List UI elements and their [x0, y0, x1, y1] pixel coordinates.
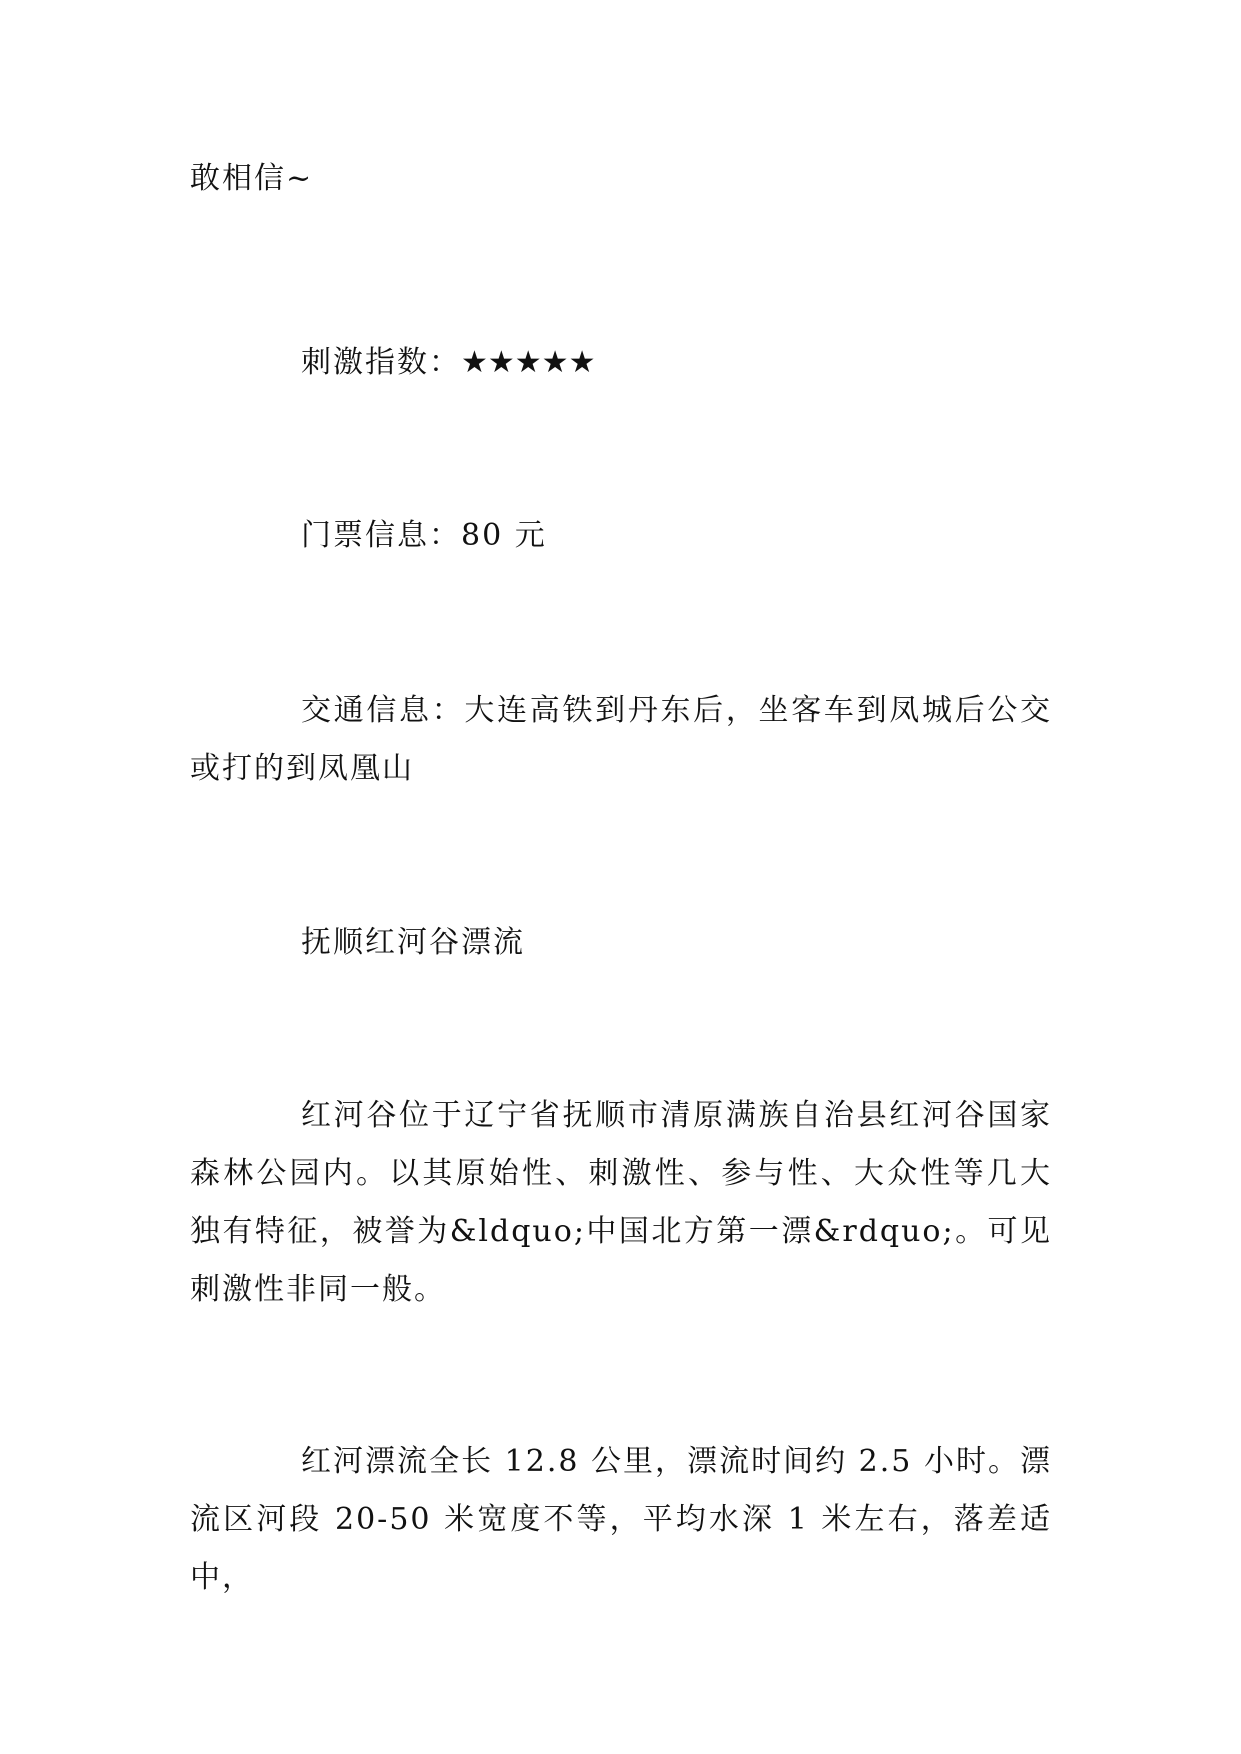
transport-info: 交通信息：大连高铁到丹东后，坐客车到凤城后公交或打的到凤凰山: [190, 693, 1052, 786]
rating-line: [190, 334, 1052, 392]
paragraph-continuation: 敢相信~: [190, 161, 314, 196]
section-heading: 抚顺红河谷漂流: [301, 925, 525, 960]
star-rating: ★★★★★: [461, 345, 596, 380]
intro-paragraph: 红河谷位于辽宁省抚顺市清原满族自治县红河谷国家森林公园内。以其原始性、刺激性、参与性、大众性等几大独有特征，被誉为&ldquo;中国北方第一漂&rdquo;。可见刺激性非同一般。: [190, 1098, 1052, 1307]
details-paragraph: 红河漂流全长 12.8 公里，漂流时间约 2.5 小时。漂流区河段 20-50 米宽度不等，平均水深 1 米左右，落差适中，: [190, 1444, 1052, 1595]
ticket-info: 门票信息：80 元: [301, 518, 547, 553]
rating-label: 刺激指数：: [301, 345, 461, 380]
